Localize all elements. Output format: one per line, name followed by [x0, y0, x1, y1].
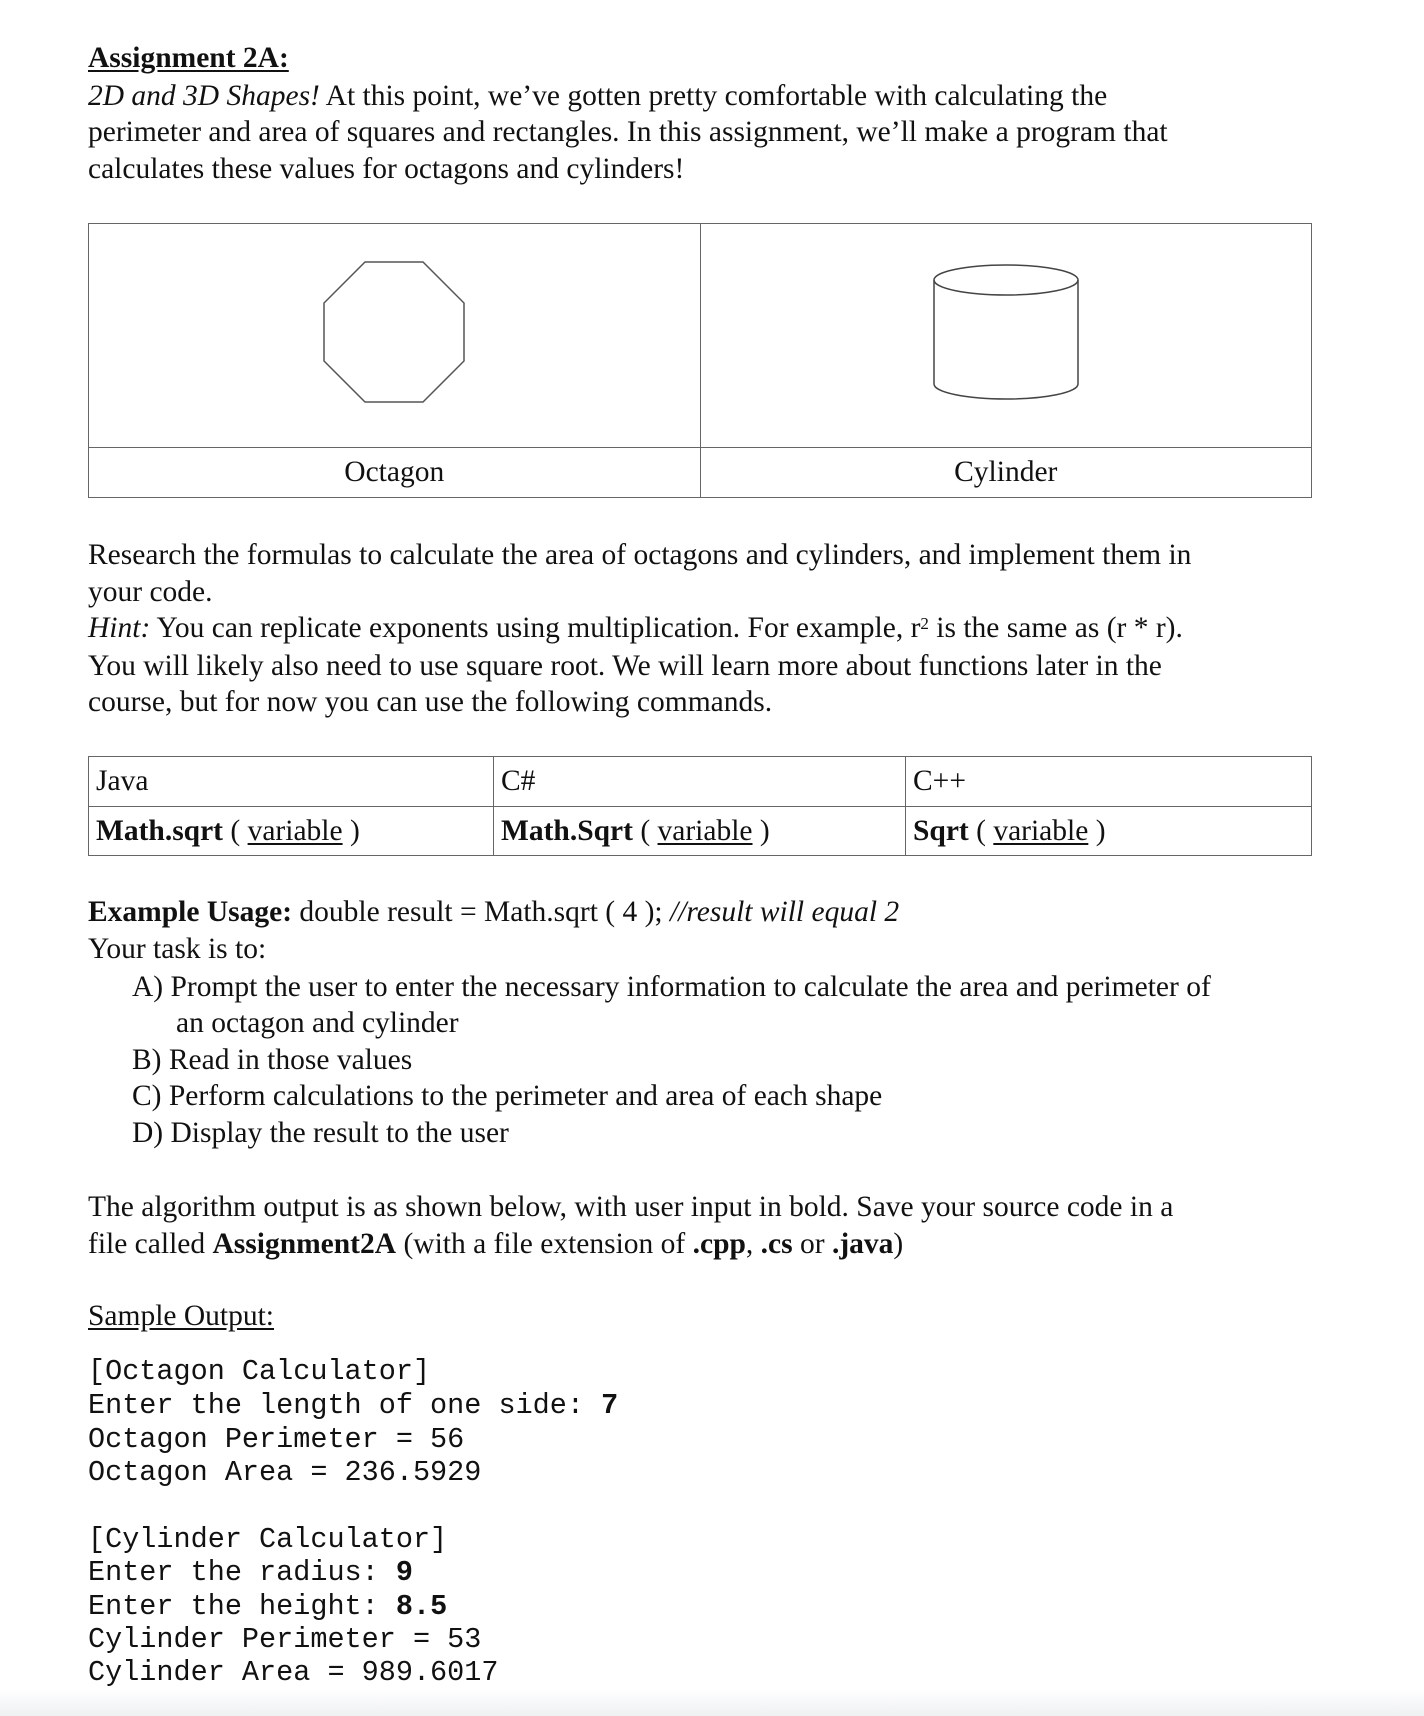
sample-output-heading: Sample Output: [88, 1300, 275, 1332]
task-item-d: D) Display the result to the user [132, 1117, 509, 1149]
csharp-sqrt [494, 807, 906, 856]
user-input: 9 [395, 1556, 413, 1589]
sample-cylinder-perimeter: Cylinder Perimeter = 53 [88, 1623, 482, 1656]
function-name: Math.sqrt [96, 814, 224, 847]
task-item-c: C) Perform calculations to the perimeter and area of each shape [132, 1080, 883, 1112]
research-line-4: You will likely also need to use square root. We will learn more about functions later in the [88, 650, 1162, 682]
text: , [745, 1228, 761, 1260]
extension-java: .java [831, 1228, 894, 1260]
algorithm-line-1: The algorithm output is as shown below, with user input in bold. Save your source code in a [88, 1191, 1174, 1223]
header-csharp: C# [494, 757, 906, 807]
user-input: 8.5 [395, 1590, 448, 1623]
sample-cylinder-radius [88, 1556, 413, 1590]
sample-octagon-perimeter: Octagon Perimeter = 56 [88, 1423, 465, 1456]
task-item-b: B) Read in those values [132, 1044, 413, 1076]
argument: variable [657, 814, 753, 847]
intro-line-3: calculates these values for octagons and cylinders! [88, 153, 685, 185]
assignment-title: Assignment 2A: [88, 42, 289, 74]
hint-label: Hint: [88, 612, 151, 644]
research-line-5: course, but for now you can use the following commands. [88, 686, 773, 718]
intro-line-2: perimeter and area of squares and rectangles. In this assignment, we’ll make a program that [88, 116, 1168, 148]
hint-text-b: is the same as (r * r). [928, 612, 1183, 644]
prompt: Enter the length of one side: [88, 1389, 602, 1422]
sample-octagon-area: Octagon Area = 236.5929 [88, 1456, 482, 1489]
prompt: Enter the radius: [88, 1556, 396, 1589]
shapes-table [88, 223, 1312, 498]
paren: ( [968, 814, 994, 847]
example-comment: //result will equal 2 [670, 896, 900, 928]
header-java: Java [89, 757, 494, 807]
prompt: Enter the height: [88, 1590, 396, 1623]
cylinder-label: Cylinder [700, 448, 1312, 498]
sample-cylinder-title: [Cylinder Calculator] [88, 1523, 448, 1556]
text: (with a file extension of [396, 1228, 693, 1260]
example-code: double result = Math.sqrt ( 4 ); [292, 896, 670, 928]
algorithm-line-2 [88, 1226, 903, 1262]
argument: variable [993, 814, 1089, 847]
task-item-a: A) Prompt the user to enter the necessary information to calculate the area and perimeter of [132, 971, 1211, 1003]
intro-text: At this point, we’ve gotten pretty comfortable with calculating the [319, 80, 1108, 112]
sample-octagon-title: [Octagon Calculator] [88, 1355, 431, 1388]
text: or [792, 1228, 832, 1260]
cpp-sqrt [906, 807, 1312, 856]
paren: ( [632, 814, 658, 847]
extension-cs: .cs [760, 1228, 793, 1260]
function-name: Sqrt [913, 814, 969, 847]
hint-text-a: You can replicate exponents using multiplication. For example, r [150, 612, 921, 644]
task-item-a-cont: an octagon and cylinder [176, 1007, 459, 1039]
sample-cylinder-height [88, 1590, 447, 1624]
extension-cpp: .cpp [692, 1228, 746, 1260]
text: ) [893, 1228, 904, 1260]
sample-octagon-prompt [88, 1389, 618, 1423]
sample-cylinder-area: Cylinder Area = 989.6017 [88, 1656, 499, 1689]
paren: ) [342, 814, 360, 847]
octagon-image-cell [89, 224, 701, 448]
hint-line [88, 610, 1183, 646]
intro-line-1 [88, 78, 1107, 114]
user-input: 7 [601, 1389, 619, 1422]
header-cpp: C++ [906, 757, 1312, 807]
hint-exponent: 2 [920, 614, 929, 633]
text: file called [88, 1228, 213, 1260]
page-bottom-shadow [0, 1690, 1424, 1716]
filename: Assignment2A [212, 1228, 397, 1260]
paren: ) [752, 814, 770, 847]
java-sqrt [89, 807, 494, 856]
example-label: Example Usage: [88, 896, 293, 928]
example-usage [88, 894, 899, 930]
research-line-2: your code. [88, 576, 213, 608]
paren: ( [223, 814, 248, 847]
task-intro: Your task is to: [88, 933, 267, 965]
commands-table [88, 756, 1312, 856]
function-name: Math.Sqrt [501, 814, 633, 847]
argument: variable [247, 814, 343, 847]
intro-lead: 2D and 3D Shapes! [88, 80, 320, 112]
cylinder-image-cell [700, 224, 1312, 448]
octagon-label: Octagon [89, 448, 701, 498]
paren: ) [1088, 814, 1106, 847]
cylinder-shape [932, 263, 1080, 401]
research-line-1: Research the formulas to calculate the area of octagons and cylinders, and implement them in [88, 539, 1192, 571]
octagon-shape [323, 261, 465, 403]
